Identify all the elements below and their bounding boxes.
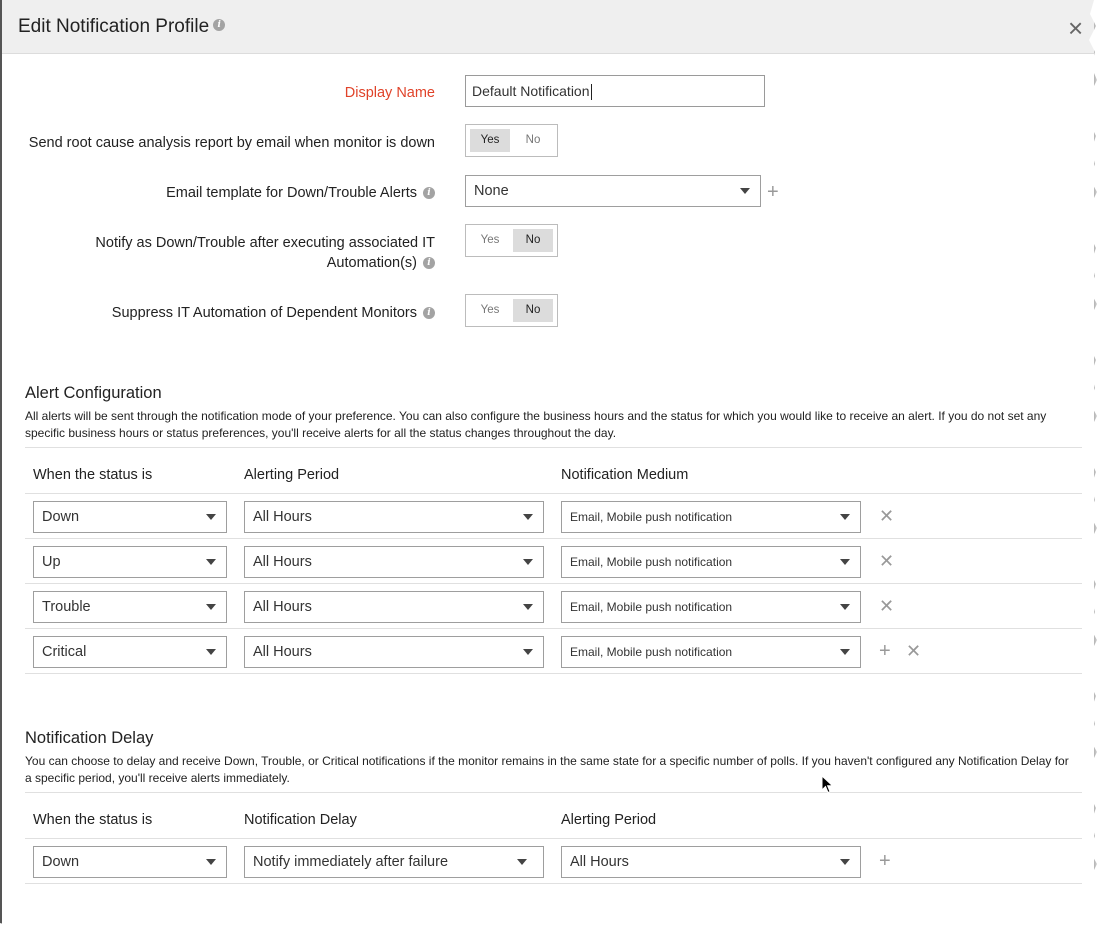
- mouse-cursor-icon: [821, 775, 835, 795]
- suppress-it-label: Suppress IT Automation of Dependent Monitors i: [62, 303, 435, 323]
- column-header-delay: Notification Delay: [244, 812, 357, 828]
- alert-config-description: All alerts will be sent through the notification mode of your preference. You can also configure the business hours and the status for which you would like to receive an alert. If you do not set any specific business hours or status preferences, you'll receive alerts for all the status changes throughout the day.: [25, 409, 1047, 440]
- chevron-down-icon: [206, 604, 216, 610]
- divider: [25, 538, 1082, 539]
- remove-row-x-icon[interactable]: ✕: [906, 641, 922, 661]
- divider: [25, 628, 1082, 629]
- add-row-plus-icon[interactable]: +: [879, 640, 891, 662]
- chevron-down-icon: [206, 859, 216, 865]
- column-header-period: Alerting Period: [244, 467, 340, 483]
- info-icon[interactable]: i: [213, 19, 225, 31]
- suppress-yes-option[interactable]: Yes: [480, 304, 500, 316]
- column-header-status: When the status is: [33, 812, 153, 828]
- delay-status-select[interactable]: Down: [33, 846, 227, 878]
- alert-status-select[interactable]: Down: [33, 501, 227, 533]
- divider: [25, 673, 1082, 674]
- notify-it-label: Notify as Down/Trouble after executing associated IT Automation(s) i: [95, 235, 435, 271]
- delay-period-select[interactable]: All Hours: [561, 846, 861, 878]
- dialog-title: Edit Notification Profile i: [18, 16, 225, 38]
- suppress-it-toggle: [465, 294, 558, 327]
- info-icon[interactable]: i: [423, 307, 435, 319]
- display-name-input[interactable]: Default Notification: [465, 75, 765, 107]
- column-header-medium: Notification Medium: [561, 467, 689, 483]
- alert-medium-select[interactable]: Email, Mobile push notification: [561, 546, 861, 578]
- info-icon[interactable]: i: [423, 187, 435, 199]
- divider: [25, 792, 1082, 793]
- alert-medium-select[interactable]: Email, Mobile push notification: [561, 636, 861, 668]
- alert-status-select[interactable]: Trouble: [33, 591, 227, 623]
- info-icon[interactable]: i: [423, 257, 435, 269]
- rca-no-option[interactable]: No: [525, 134, 541, 146]
- column-header-period: Alerting Period: [561, 812, 657, 828]
- email-template-label: Email template for Down/Trouble Alerts i: [102, 183, 435, 203]
- suppress-no-option[interactable]: No: [513, 299, 553, 322]
- close-icon[interactable]: ×: [1068, 13, 1084, 43]
- chevron-down-icon: [840, 514, 850, 520]
- chevron-down-icon: [206, 649, 216, 655]
- delay-value-select[interactable]: Notify immediately after failure: [244, 846, 544, 878]
- column-header-status: When the status is: [33, 467, 153, 483]
- notify-it-no-option[interactable]: No: [513, 229, 553, 252]
- chevron-down-icon: [523, 559, 533, 565]
- alert-medium-select[interactable]: Email, Mobile push notification: [561, 591, 861, 623]
- add-template-plus-icon[interactable]: +: [767, 181, 779, 203]
- alert-period-select[interactable]: All Hours: [244, 591, 544, 623]
- notify-it-yes-option[interactable]: Yes: [480, 234, 500, 246]
- chevron-down-icon: [206, 559, 216, 565]
- chevron-down-icon: [517, 859, 527, 865]
- remove-row-x-icon[interactable]: ✕: [879, 551, 895, 571]
- alert-period-select[interactable]: All Hours: [244, 636, 544, 668]
- notify-it-toggle: [465, 224, 558, 257]
- text-caret: [591, 84, 592, 100]
- remove-row-x-icon[interactable]: ✕: [879, 596, 895, 616]
- chevron-down-icon: [840, 604, 850, 610]
- add-delay-row-plus-icon[interactable]: +: [879, 850, 891, 872]
- chevron-down-icon: [523, 604, 533, 610]
- chevron-down-icon: [840, 559, 850, 565]
- rca-yes-option[interactable]: Yes: [470, 129, 510, 152]
- dialog-header: [2, 0, 1094, 54]
- alert-status-select[interactable]: Up: [33, 546, 227, 578]
- rca-label: Send root cause analysis report by email when monitor is down: [28, 135, 435, 151]
- remove-row-x-icon[interactable]: ✕: [879, 506, 895, 526]
- divider: [25, 883, 1082, 884]
- chevron-down-icon: [523, 649, 533, 655]
- divider: [25, 447, 1082, 448]
- chevron-down-icon: [523, 514, 533, 520]
- torn-edge-right: [1080, 0, 1108, 943]
- chevron-down-icon: [740, 188, 750, 194]
- torn-edge-bottom: [0, 915, 1108, 943]
- email-template-select[interactable]: None: [465, 175, 761, 207]
- notification-delay-description: You can choose to delay and receive Down, Trouble, or Critical notifications if the monitor remains in the same state for a specific number of polls. If you haven't configured any Notification Delay for a specific period, you'll receive alerts immediately.: [25, 754, 1069, 785]
- alert-config-title: Alert Configuration: [25, 384, 162, 402]
- notification-delay-title: Notification Delay: [25, 729, 154, 747]
- divider: [25, 493, 1082, 494]
- chevron-down-icon: [840, 859, 850, 865]
- chevron-down-icon: [840, 649, 850, 655]
- alert-status-select[interactable]: Critical: [33, 636, 227, 668]
- chevron-down-icon: [206, 514, 216, 520]
- alert-period-select[interactable]: All Hours: [244, 501, 544, 533]
- alert-period-select[interactable]: All Hours: [244, 546, 544, 578]
- rca-toggle: [465, 124, 558, 157]
- display-name-label: Display Name: [344, 85, 435, 101]
- alert-medium-select[interactable]: Email, Mobile push notification: [561, 501, 861, 533]
- divider: [25, 583, 1082, 584]
- divider: [25, 838, 1082, 839]
